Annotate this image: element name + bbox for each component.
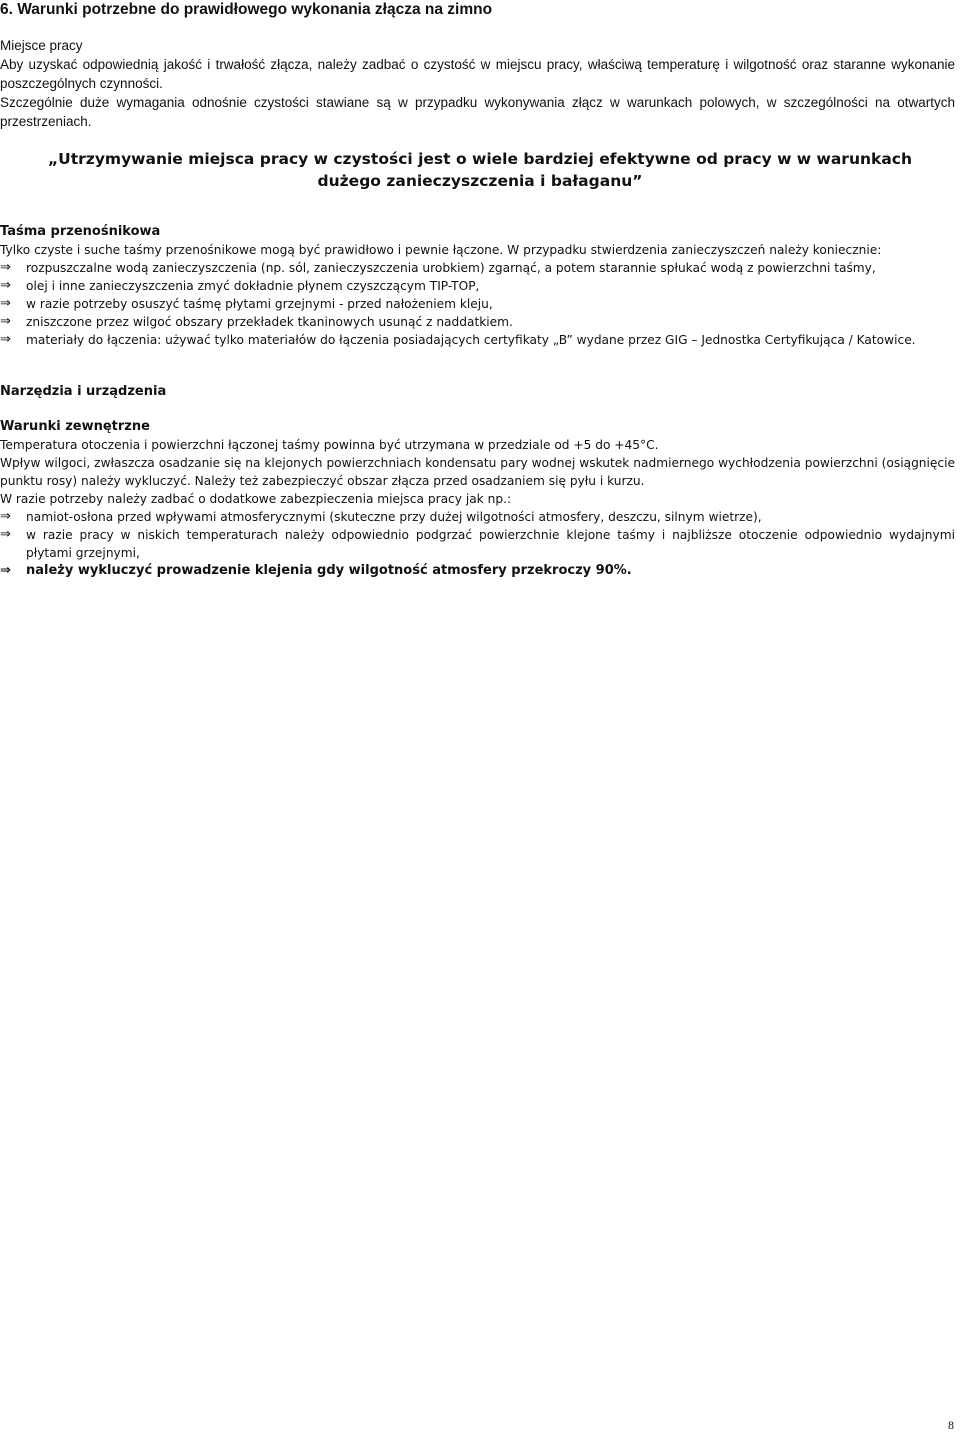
list-item: ⇒ namiot-osłona przed wpływami atmosferycznymi (skuteczne przy dużej wilgotności atmosfery, deszczu, silnym wietrze), — [0, 509, 762, 524]
external-line-3: W razie potrzeby należy zadbać o dodatkowe zabezpieczenia miejsca pracy jak np.: — [0, 492, 512, 506]
emphasis-quote: „Utrzymywanie miejsca pracy w czystości jest o wiele bardziej efektywne od pracy w w warunkach dużego zanieczyszczenia i bałaganu” — [47, 150, 913, 190]
list-item: ⇒ materiały do łączenia: używać tylko materiałów do łączenia posiadających certyfikaty „B” wydane przez GIG – Jednostka Certyfikująca / Katowice. — [0, 332, 916, 347]
external-line-2: Wpływ wilgoci, zwłaszcza osadzanie się na klejonych powierzchniach kondensatu pary wodnej wskutek nadmiernego wychłodzenia powierzchni (osiągnięcie punktu rosy) należy wykluczyć. Należy też zabezpieczyć obszar złącza przed osadzaniem się pyłu i kurzu. — [0, 456, 955, 488]
arrow-right-icon: ⇒ — [0, 296, 11, 311]
list-item: ⇒ zniszczone przez wilgoć obszary przekładek tkaninowych usunąć z naddatkiem. — [0, 314, 513, 329]
external-section — [0, 436, 955, 580]
external-heading: Warunki zewnętrzne — [0, 419, 150, 434]
list-item: ⇒ w razie potrzeby osuszyć taśmę płytami grzejnymi - przed nałożeniem kleju, — [0, 296, 493, 311]
page-number: 8 — [948, 1418, 954, 1432]
workplace-heading: Miejsce pracy — [0, 38, 83, 53]
arrow-right-icon: ⇒ — [0, 527, 11, 542]
workplace-paragraph-1: Aby uzyskać odpowiednią jakość i trwałość złącza, należy zadbać o czystość w miejscu pracy, właściwą temperaturę i wilgotność oraz staranne wykonanie poszczególnych czynności. — [0, 57, 955, 91]
arrow-right-icon: ⇒ — [0, 278, 11, 293]
section-title: 6. Warunki potrzebne do prawidłowego wykonania złącza na zimno — [0, 1, 493, 18]
belt-heading: Taśma przenośnikowa — [0, 224, 161, 239]
arrow-right-icon: ⇒ — [0, 509, 11, 524]
list-item: ⇒ rozpuszczalne wodą zanieczyszczenia (np. sól, zanieczyszczenia urobkiem) zgarnąć, a potem starannie spłukać wodą z powierzchni taśmy, — [0, 260, 876, 275]
list-item: ⇒ olej i inne zanieczyszczenia zmyć dokładnie płynem czyszczącym TIP-TOP, — [0, 278, 480, 293]
external-line-1: Temperatura otoczenia i powierzchni łączonej taśmy powinna być utrzymana w przedziale od +5 do +45°C. — [0, 438, 659, 452]
belt-list — [0, 259, 955, 349]
tools-heading: Narzędzia i urządzenia — [0, 384, 167, 399]
external-list — [0, 508, 955, 580]
workplace-section — [0, 36, 955, 131]
arrow-right-icon: ⇒ — [0, 563, 11, 578]
belt-intro: Tylko czyste i suche taśmy przenośnikowe mogą być prawidłowo i pewnie łączone. W przypadku stwierdzenia zanieczyszczeń należy koniecznie: — [0, 243, 882, 257]
list-item: ⇒ należy wykluczyć prowadzenie klejenia gdy wilgotność atmosfery przekroczy 90%. — [0, 563, 632, 578]
list-item: ⇒ w razie pracy w niskich temperaturach należy odpowiednio podgrzać powierzchnie klejone taśmy i najbliższe otoczenie odpowiednio wydajnymi płytami grzejnymi, — [0, 527, 955, 560]
arrow-right-icon: ⇒ — [0, 314, 11, 329]
workplace-paragraph-2: Szczególnie duże wymagania odnośnie czystości stawiane są w przypadku wykonywania złącz w warunkach polowych, w szczególności na otwartych przestrzeniach. — [0, 95, 955, 129]
arrow-right-icon: ⇒ — [0, 260, 11, 275]
arrow-right-icon: ⇒ — [0, 332, 11, 347]
belt-section — [0, 241, 955, 349]
